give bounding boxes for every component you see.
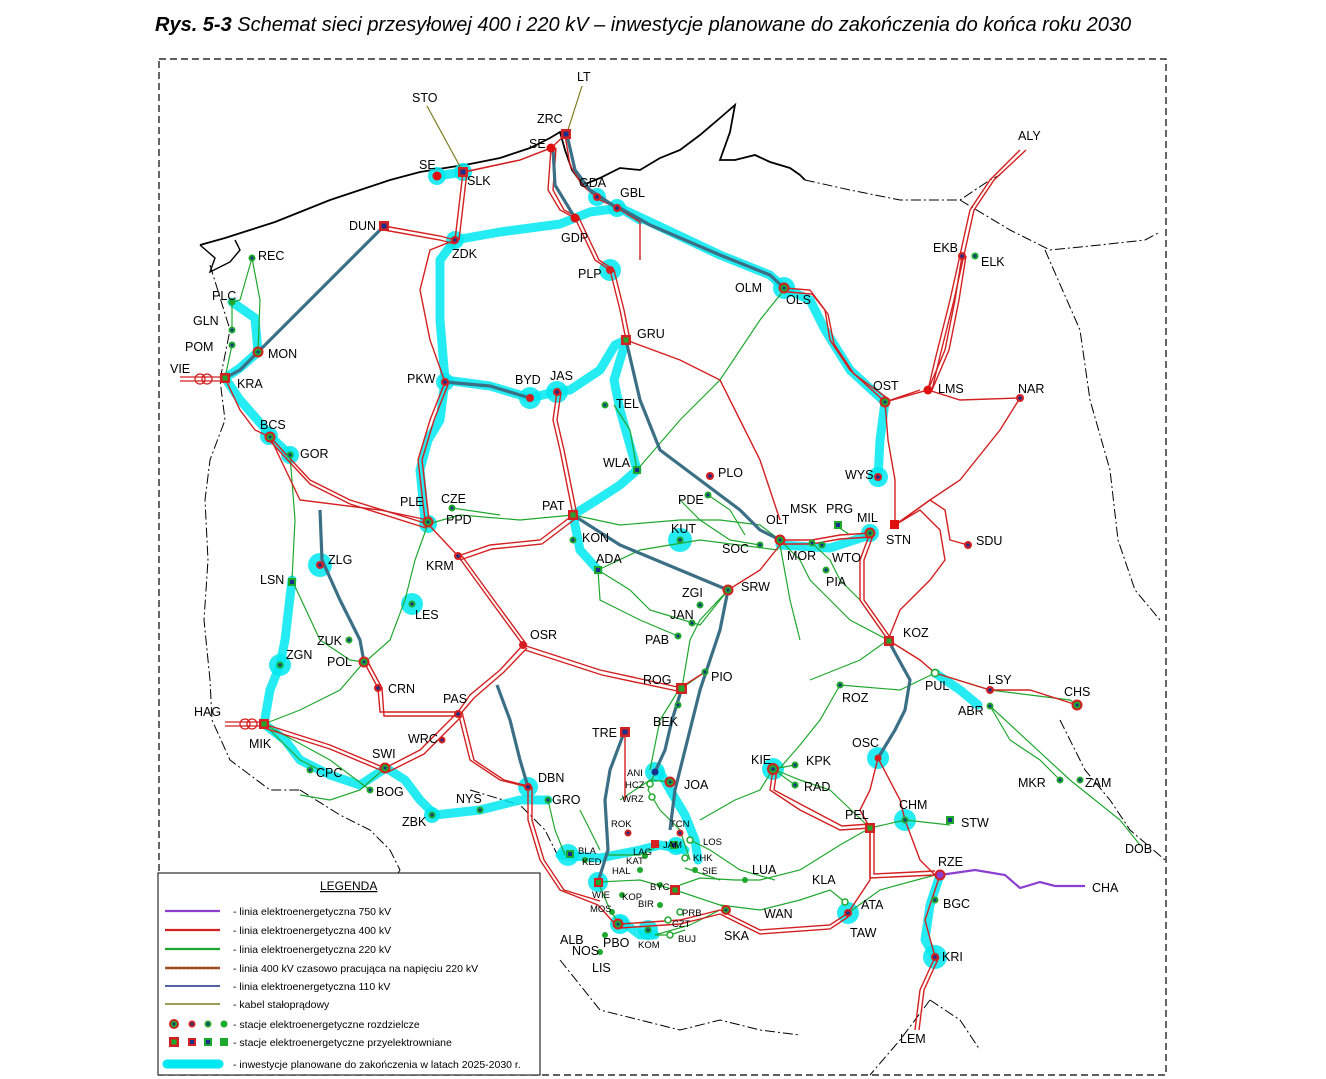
label-WRZ: WRZ xyxy=(622,794,644,805)
label-PKW: PKW xyxy=(407,372,436,386)
legend xyxy=(158,873,540,1075)
label-OLM: OLM xyxy=(735,281,763,295)
legend-item-dc: - kabel stałoprądowy xyxy=(233,999,330,1011)
label-ZBK: ZBK xyxy=(402,815,427,829)
label-CPC: CPC xyxy=(316,766,343,780)
label-ROZ: ROZ xyxy=(842,691,869,705)
label-DUN: DUN xyxy=(349,219,377,233)
label-KUT: KUT xyxy=(671,522,696,536)
label-STN: STN xyxy=(886,533,911,547)
label-PEL: PEL xyxy=(845,808,869,822)
label-POL: POL xyxy=(327,655,353,669)
label-HAG: HAG xyxy=(194,705,222,719)
label-SE-1: SE xyxy=(529,137,546,151)
label-GOR: GOR xyxy=(300,447,329,461)
label-DOB: DOB xyxy=(1125,842,1153,856)
label-JAM: JAM xyxy=(663,840,682,851)
label-NOS: NOS xyxy=(572,944,600,958)
legend-item-110kv: - linia elektroenergetyczna 110 kV xyxy=(233,981,391,993)
coastline-west xyxy=(200,240,240,272)
label-GDA: GDA xyxy=(579,176,607,190)
label-MOS: MOS xyxy=(590,904,612,915)
label-JAN: JAN xyxy=(670,608,694,622)
label-LSY: LSY xyxy=(988,673,1012,687)
label-RZE: RZE xyxy=(938,855,963,869)
label-POM: POM xyxy=(185,340,214,354)
label-HCZ: HCZ xyxy=(625,780,645,791)
label-ADA: ADA xyxy=(596,552,622,566)
label-OLS: OLS xyxy=(786,293,812,307)
label-OST: OST xyxy=(873,379,899,393)
label-BIR: BIR xyxy=(638,899,654,910)
label-MOR: MOR xyxy=(787,549,817,563)
label-BUJ: BUJ xyxy=(678,934,696,945)
label-BLA: BLA xyxy=(578,846,596,857)
label-JAS: JAS xyxy=(550,369,573,383)
label-LT: LT xyxy=(577,70,591,84)
label-ATA: ATA xyxy=(861,898,884,912)
label-CRN: CRN xyxy=(388,682,416,696)
label-KED: KED xyxy=(582,857,602,868)
label-MKR: MKR xyxy=(1018,776,1046,790)
label-ZAM: ZAM xyxy=(1085,776,1112,790)
label-KON: KON xyxy=(582,531,610,545)
label-CHA: CHA xyxy=(1092,881,1119,895)
label-PPD: PPD xyxy=(446,513,472,527)
label-MIK: MIK xyxy=(249,737,272,751)
label-PAB: PAB xyxy=(645,633,670,647)
label-TEL: TEL xyxy=(616,397,639,411)
dc-cables xyxy=(427,86,582,172)
label-CZT: CZT xyxy=(672,919,691,930)
label-SWI: SWI xyxy=(372,747,396,761)
label-ZDK: ZDK xyxy=(452,247,477,261)
label-BCS: BCS xyxy=(260,418,286,432)
legend-item-stations-distribution: - stacje elektroenergetyczne rozdzielcze xyxy=(233,1019,420,1031)
label-SRW: SRW xyxy=(741,580,770,594)
label-LUA: LUA xyxy=(752,863,777,877)
label-GRU: GRU xyxy=(637,327,665,341)
label-CHM: CHM xyxy=(899,798,928,812)
label-PRG: PRG xyxy=(826,502,854,516)
label-LSN: LSN xyxy=(260,573,285,587)
label-ABR: ABR xyxy=(958,704,984,718)
label-PAS: PAS xyxy=(443,692,468,706)
label-KOP: KOP xyxy=(622,892,643,903)
label-ZGN: ZGN xyxy=(286,648,313,662)
label-ROK: ROK xyxy=(611,819,632,830)
label-WLA: WLA xyxy=(603,456,631,470)
label-HAL: HAL xyxy=(612,866,631,877)
label-KRI: KRI xyxy=(942,950,963,964)
label-GBL: GBL xyxy=(620,186,646,200)
label-WIE: WIE xyxy=(592,890,610,901)
label-ANI: ANI xyxy=(627,768,643,779)
investment-stations xyxy=(260,163,950,969)
label-NYS: NYS xyxy=(456,792,482,806)
label-TAW: TAW xyxy=(850,926,877,940)
legend-item-investment: - inwestycje planowane do zakończenia w latach 2025-2030 r. xyxy=(233,1059,521,1071)
label-PLC: PLC xyxy=(212,289,237,303)
label-BOG: BOG xyxy=(376,785,404,799)
label-SLK: SLK xyxy=(467,174,491,188)
label-LES: LES xyxy=(415,608,439,622)
label-KRA: KRA xyxy=(237,377,263,391)
label-SE-2: SE xyxy=(419,158,436,172)
label-SKA: SKA xyxy=(724,929,750,943)
label-BEK: BEK xyxy=(653,715,679,729)
label-EKB: EKB xyxy=(933,241,959,255)
label-PUL: PUL xyxy=(925,679,950,693)
label-WYS: WYS xyxy=(845,468,874,482)
label-KAT: KAT xyxy=(626,856,644,867)
label-MSK: MSK xyxy=(790,502,818,516)
label-PBO: PBO xyxy=(603,936,630,950)
label-RAD: RAD xyxy=(804,780,831,794)
label-PIO: PIO xyxy=(711,670,733,684)
label-BGC: BGC xyxy=(943,897,971,911)
legend-item-stations-plant: - stacje elektroenergetyczne przyelektrowniane xyxy=(233,1037,452,1049)
label-JOA: JOA xyxy=(684,778,709,792)
label-REC: REC xyxy=(258,249,285,263)
label-LAG: LAG xyxy=(633,847,653,858)
label-CZE: CZE xyxy=(441,492,466,506)
label-SIE: SIE xyxy=(702,866,718,877)
label-STO: STO xyxy=(412,91,438,105)
label-PDE: PDE xyxy=(678,493,704,507)
label-TRE: TRE xyxy=(592,726,617,740)
label-ROG: ROG xyxy=(643,673,672,687)
label-ZUK: ZUK xyxy=(317,634,342,648)
legend-item-400kv: - linia elektroenergetyczna 400 kV xyxy=(233,925,392,937)
label-KHK: KHK xyxy=(693,853,713,864)
label-SDU: SDU xyxy=(976,534,1003,548)
label-OSR: OSR xyxy=(530,628,558,642)
label-KPK: KPK xyxy=(806,754,832,768)
label-LOS: LOS xyxy=(703,837,723,848)
label-DBN: DBN xyxy=(538,771,565,785)
label-PLE: PLE xyxy=(400,495,424,509)
label-CHS: CHS xyxy=(1064,685,1091,699)
line-750kv xyxy=(940,870,1085,888)
label-NAR: NAR xyxy=(1018,382,1045,396)
label-GDP: GDP xyxy=(561,231,589,245)
label-SOC: SOC xyxy=(722,542,750,556)
label-ZLG: ZLG xyxy=(328,553,353,567)
figure-caption: Schemat sieci przesyłowej 400 i 220 kV – inwestycje planowane do zakończenia do końca roku 2030 xyxy=(237,14,1132,36)
label-BYD: BYD xyxy=(515,373,541,387)
label-PLP: PLP xyxy=(578,267,602,281)
label-LIS: LIS xyxy=(592,961,611,975)
figure-number: Rys. 5-3 xyxy=(155,14,232,36)
legend-item-220kv: - linia elektroenergetyczna 220 kV xyxy=(233,944,392,956)
label-BYC: BYC xyxy=(650,882,670,893)
label-ALB: ALB xyxy=(560,933,584,947)
label-KOZ: KOZ xyxy=(903,626,929,640)
legend-item-400at220: - linia 400 kV czasowo pracująca na napięciu 220 kV xyxy=(233,963,479,975)
label-ZRC: ZRC xyxy=(537,112,563,126)
label-WAN: WAN xyxy=(764,907,793,921)
legend-title: LEGENDA xyxy=(320,879,378,893)
label-WTO: WTO xyxy=(832,551,861,565)
label-OLT: OLT xyxy=(766,513,790,527)
label-ZGI: ZGI xyxy=(682,586,703,600)
label-GRO: GRO xyxy=(552,793,581,807)
label-TCN: TCN xyxy=(670,819,690,830)
label-MON: MON xyxy=(268,347,298,361)
label-PAT: PAT xyxy=(542,499,565,513)
label-VIE: VIE xyxy=(170,362,191,376)
label-OSC: OSC xyxy=(852,736,880,750)
label-WRC: WRC xyxy=(408,732,438,746)
label-KLA: KLA xyxy=(812,873,836,887)
label-LMS: LMS xyxy=(938,382,964,396)
label-ELK: ELK xyxy=(981,255,1005,269)
label-STW: STW xyxy=(961,816,989,830)
legend-item-750kv: - linia elektroenergetyczna 750 kV xyxy=(233,906,392,918)
coastline xyxy=(200,105,805,245)
label-KIE: KIE xyxy=(751,753,772,767)
label-PLO: PLO xyxy=(718,466,744,480)
label-MIL: MIL xyxy=(857,511,878,525)
label-PIA: PIA xyxy=(826,575,847,589)
label-KOM: KOM xyxy=(638,940,660,951)
label-LEM: LEM xyxy=(900,1032,926,1046)
label-GLN: GLN xyxy=(193,314,219,328)
label-PRB: PRB xyxy=(682,908,702,919)
label-ALY: ALY xyxy=(1018,129,1041,143)
label-KRM: KRM xyxy=(426,559,454,573)
